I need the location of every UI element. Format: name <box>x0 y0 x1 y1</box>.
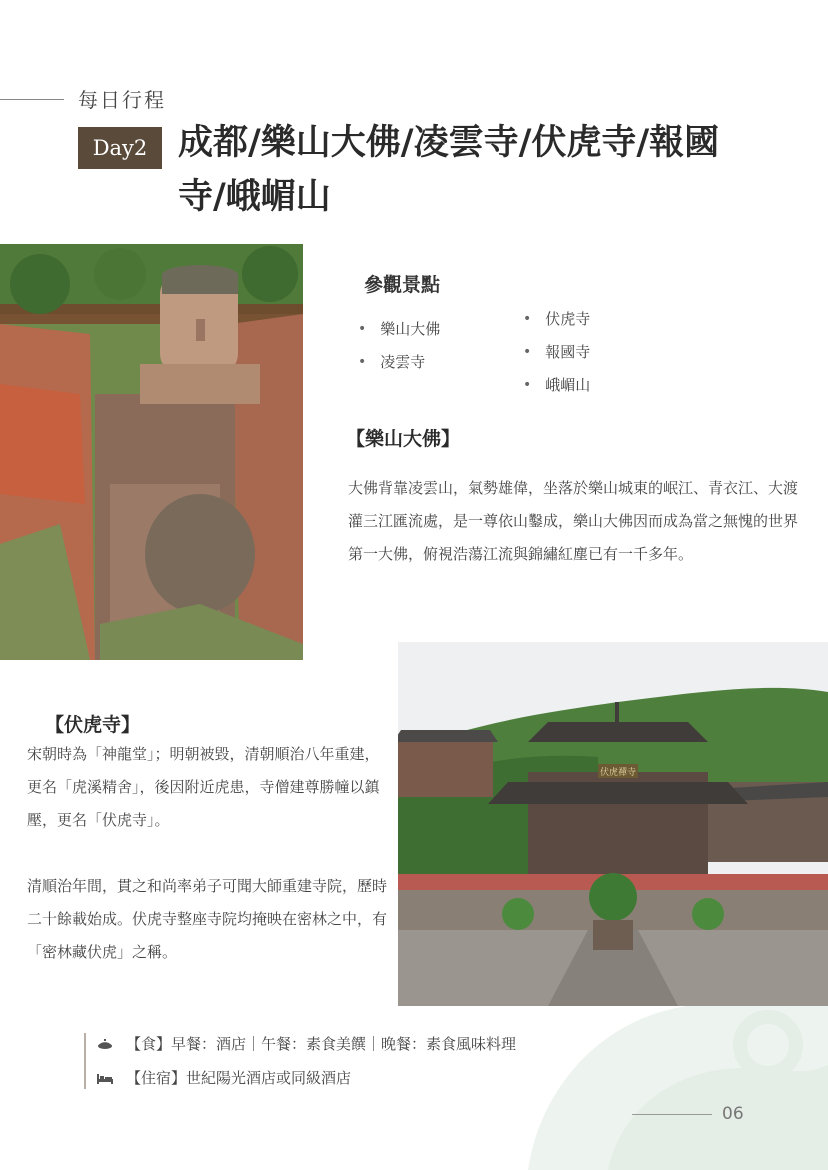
fuhu-description-1: 宋朝時為「神龍堂」；明朝被毀，清朝順治八年重建，更名「虎溪精舍」，後因附近虎患，寺僧建尊勝幢以鎮壓，更名「伏虎寺」。 <box>27 745 380 829</box>
spot-item: • 伏虎寺 <box>523 302 590 335</box>
meals-row <box>96 1033 516 1054</box>
bed-icon <box>96 1069 114 1087</box>
fuhu-description-2: 清順治年間，貫之和尚率弟子可聞大師重建寺院，歷時二十餘載始成。伏虎寺整座寺院均掩映在密林之中，有「密林藏伏虎」之稱。 <box>27 877 388 961</box>
spots-heading: 參觀景點 <box>364 274 441 296</box>
dining-icon <box>96 1035 114 1053</box>
fuhu-heading: 【伏虎寺】 <box>45 714 141 736</box>
spot-item: • 樂山大佛 <box>358 312 440 345</box>
spot-item: • 凌雲寺 <box>358 345 440 378</box>
lodging-text: 【住宿】世紀陽光酒店或同級酒店 <box>126 1069 352 1087</box>
fuhu-temple-photo <box>398 642 828 1006</box>
spots-list-right <box>523 302 590 401</box>
page-title: 成都/樂山大佛/凌雲寺/伏虎寺/報國寺/峨嵋山 <box>178 123 720 217</box>
meals-text: 【食】早餐：酒店｜午餐：素食美饌｜晚餐：素食風味料理 <box>126 1035 517 1053</box>
footer-rule <box>632 1114 712 1115</box>
header-rule <box>0 99 64 100</box>
spots-list-left <box>358 312 440 378</box>
leshan-description: 大佛背靠凌雲山，氣勢雄偉，坐落於樂山城東的岷江、青衣江、大渡灌三江匯流處，是一尊依山鑿成，樂山大佛因而成為當之無愧的世界第一大佛，俯視浩蕩江流與錦繡紅塵已有一千多年。 <box>348 479 799 563</box>
temple-plaque: 伏虎禪寺 <box>599 768 637 778</box>
page-number: 06 <box>722 1104 744 1124</box>
section-label: 每日行程 <box>78 88 166 112</box>
day-badge: Day2 <box>78 127 162 169</box>
leshan-buddha-photo <box>0 244 303 660</box>
spot-item: • 報國寺 <box>523 335 590 368</box>
info-divider <box>84 1033 86 1089</box>
leshan-heading: 【樂山大佛】 <box>346 428 461 450</box>
spot-item: • 峨嵋山 <box>523 368 590 401</box>
lodging-row <box>96 1067 351 1088</box>
